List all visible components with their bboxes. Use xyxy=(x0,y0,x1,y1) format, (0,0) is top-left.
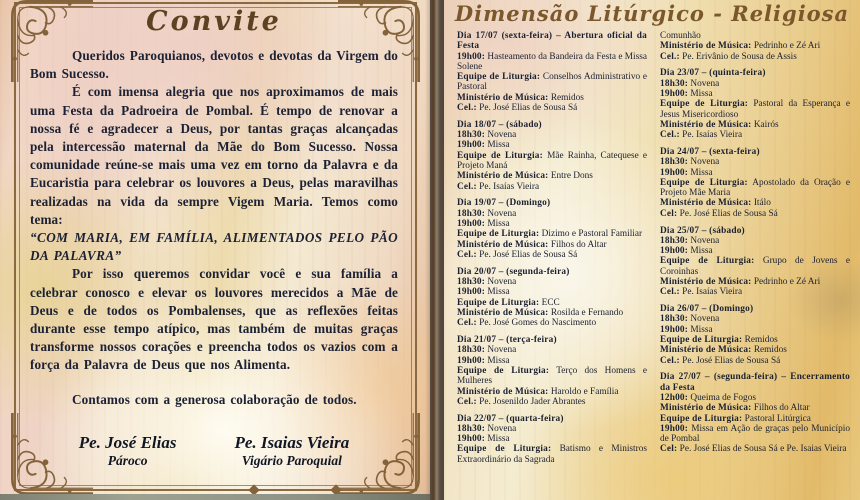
schedule-line: Cel: Pe. José Elias de Sousa Sá e Pe. Isaias Vieira xyxy=(660,444,847,455)
paragraph-greeting: Queridos Paroquianos, devotos e devotas da Virgem do Bom Sucesso. xyxy=(30,48,398,82)
schedule-line-label: Cel.: xyxy=(457,318,477,329)
schedule-line-label: Cel.: xyxy=(660,355,680,366)
schedule-entry-heading: Dia 18/07 – (sábado) xyxy=(457,119,542,130)
schedule-line-label: Cel: xyxy=(660,208,678,219)
schedule-line: Ministério de Música: Remidos xyxy=(660,345,787,356)
schedule-line: Ministério de Música: Pedrinho e Zé Ari xyxy=(660,41,821,52)
invitation-title: Convite xyxy=(146,6,282,37)
schedule-entry-heading: Dia 22/07 – (quarta-feira) xyxy=(457,413,564,424)
schedule-entry xyxy=(457,31,647,113)
schedule-line: Equipe de Liturgia: Mãe Rainha, Catequese e Projeto Maná xyxy=(457,150,648,172)
schedule-line-label: Ministério de Música: xyxy=(660,119,752,130)
schedule-entry xyxy=(457,198,647,260)
schedule-line: Cel: Pe. José Elias de Sousa Sá xyxy=(660,208,778,219)
schedule-line-label: Ministério de Música: xyxy=(660,198,752,209)
schedule-entry xyxy=(660,68,850,140)
schedule-line: Ministério de Música: Itálo xyxy=(660,198,771,209)
signature-paroco xyxy=(79,433,177,469)
schedule-line-label: 18h30: xyxy=(457,208,486,219)
schedule-line-label: 19h00: xyxy=(660,423,689,434)
schedule-line-label: Equipe de Liturgia: xyxy=(660,99,749,110)
schedule-column xyxy=(660,31,850,472)
schedule-line: Cel.: Pe. Isaías Vieira xyxy=(457,181,540,192)
schedule-line: 19h00: Missa xyxy=(660,167,713,178)
schedule-line: 18h30: Novena xyxy=(660,78,720,89)
schedule-line: Ministério de Música: Rosilda e Fernando xyxy=(457,307,624,318)
schedule-line-label: Equipe de Liturgia: xyxy=(457,72,541,83)
schedule-line-label: 12h00: xyxy=(660,393,689,403)
schedule-line-label: Equipe de Liturgia: xyxy=(660,256,755,267)
schedule-line: 19h00: Missa xyxy=(457,355,510,366)
schedule-line-label: Cel: xyxy=(660,444,678,455)
schedule-line-label: 18h30: xyxy=(457,345,486,356)
schedule-line-label: Ministério de Música: xyxy=(457,386,549,397)
signature-role: Pároco xyxy=(107,452,148,468)
schedule-line: 12h00: Queima de Fogos xyxy=(660,393,756,403)
schedule-line: Equipe de Liturgia: Pastoral da Esperança e Jesus Misericordioso xyxy=(660,99,850,120)
schedule-line-label: Ministério de Música: xyxy=(660,345,752,356)
schedule-line-label: Ministério de Música: xyxy=(660,277,752,288)
schedule-title: Dimensão Litúrgico - Religiosa xyxy=(454,1,850,26)
schedule-line-label: 19h00: xyxy=(660,324,689,335)
schedule-entry-heading: Dia 25/07 – (sábado) xyxy=(660,225,745,236)
schedule-line-label: 18h30: xyxy=(457,277,486,288)
schedule-line: 19h00: Missa xyxy=(660,246,713,257)
schedule-entry-heading: Dia 20/07 – (segunda-feira) xyxy=(457,266,570,277)
schedule-line: Ministério de Música: Remidos xyxy=(457,92,584,103)
schedule-line-label: Ministério de Música: xyxy=(660,403,752,414)
schedule-line-label: Cel.: xyxy=(457,249,477,260)
schedule-line-label: Equipe de Liturgia: xyxy=(457,150,543,161)
schedule-column xyxy=(457,31,647,472)
schedule-line: Equipe de Liturgia: ECC xyxy=(457,297,560,308)
schedule-entry xyxy=(457,267,647,329)
schedule-entry xyxy=(660,31,850,62)
schedule-line: 19h00: Missa xyxy=(660,88,713,99)
closing-line: Contamos com a generosa colaboração de todos. xyxy=(72,391,357,407)
schedule-line-label: Ministério de Música: xyxy=(457,239,549,250)
schedule-line-label: Ministério de Música: xyxy=(457,307,549,318)
signature-name: Pe. José Elias xyxy=(78,432,177,452)
schedule-line: 18h30: Novena xyxy=(457,130,517,141)
schedule-line: Cel.: Pe. Erivânio de Sousa de Assis xyxy=(660,51,797,62)
schedule-line: Ministério de Música: Kairós xyxy=(660,119,779,130)
schedule-line: Equipe de Liturgia: Batismo e Ministros Extraordinário da Sagrada xyxy=(457,444,647,465)
schedule-line: Cel.: Pe. Josenildo Jader Abrantes xyxy=(457,396,586,407)
scan-edge xyxy=(0,494,430,500)
schedule-line-label: 19h00: xyxy=(660,167,689,178)
schedule-line: 18h30: Novena xyxy=(660,157,720,168)
schedule-line: 19h00: Missa xyxy=(457,219,510,230)
invitation-content xyxy=(30,4,398,469)
schedule-line: Cel.: Pe. José Elias de Sousa Sá xyxy=(457,103,578,114)
schedule-line-label: 19h00: xyxy=(457,434,486,445)
schedule-line-label: 18h30: xyxy=(660,235,689,246)
schedule-entry-heading: Dia 17/07 (sexta-feira) – Abertura oficial da Festa xyxy=(457,31,647,52)
schedule-line: Equipe de Liturgia: Conselhos Administrativo e Pastoral xyxy=(457,72,647,93)
schedule-line: 18h30: Novena xyxy=(660,314,720,325)
schedule-entry xyxy=(457,120,647,192)
page-fold xyxy=(425,0,446,500)
schedule-line-label: Ministério de Música: xyxy=(457,171,549,182)
schedule-line: Ministério de Música: Pedrinho e Zé Ari xyxy=(660,277,821,288)
paragraph-intro: É com imensa alegria que nos aproximamos de mais uma Festa da Padroeira de Pombal. É tempo de renovar a nossa fé e agradecer a Deus, por tantas graças alcançadas pela intercessão maternal da Mãe do Bom Sucesso. Nossa comunidade reúne-se mais uma vez em torno da Palavra e da Eucaristia para celebrar os louvores a Deus, pelas maravilhas realizadas na vida da sempre Vigem Maria. Temos como tema: xyxy=(30,84,398,227)
signature-name: Pe. Isaias Vieira xyxy=(234,432,350,452)
schedule-line: 19h00: Missa xyxy=(457,287,510,298)
schedule-line-label: Cel.: xyxy=(660,130,680,141)
schedule-line-label: 18h30: xyxy=(660,314,689,325)
schedule-line-label: Ministério de Música: xyxy=(457,92,549,103)
schedule-entry-heading: Dia 23/07 – (quinta-feira) xyxy=(660,68,766,79)
schedule-line-label: Ministério de Música: xyxy=(660,41,752,52)
schedule-line: Equipe de Liturgia: Dizimo e Pastoral Familiar xyxy=(457,229,643,240)
schedule-entry-heading: Dia 21/07 – (terça-feira) xyxy=(457,335,557,346)
signature-role: Vigário Paroquial xyxy=(241,452,342,468)
schedule-line: Ministério de Música: Filhos do Altar xyxy=(660,403,810,414)
schedule-entry xyxy=(457,414,647,465)
theme-line: “COM MARIA, EM FAMÍLIA, ALIMENTADOS PELO PÃO DA PALAVRA” xyxy=(30,230,398,264)
schedule-entry xyxy=(660,226,850,298)
schedule-entry-heading: Dia 27/07 – (segunda-feira) – Encerramento da Festa xyxy=(660,372,850,393)
schedule-line: 19h00: Missa em Ação de graças pelo Município de Pombal xyxy=(660,423,850,445)
schedule-line: Equipe de Liturgia: Apostolado da Oração e Projeto Mãe Maria xyxy=(660,177,850,199)
schedule-line-label: 19h00: xyxy=(457,51,486,62)
schedule-line-label: 19h00: xyxy=(660,246,689,257)
paragraph-invite: Por isso queremos convidar você e sua família a celebrar conosco e elevar os louvores merecidos a Mãe de Deus e de todos os Pombalenses, que as reflexões feitas durante esse tempo atípico, mas também de muitas graças transforme nossos corações e preencha todos os vazios com a força da Palavra de Deus que nos Alimenta. xyxy=(30,266,398,373)
schedule-line: Cel.: Pe. José Elias de Sousa Sá xyxy=(660,355,781,366)
schedule-line: 18h30: Novena xyxy=(457,423,517,434)
schedule-line-label: 18h30: xyxy=(660,78,689,89)
schedule-line: Equipe de Liturgia: Remidos xyxy=(660,335,778,346)
schedule-line: Cel.: Pe. José Gomes do Nascimento xyxy=(457,318,597,329)
schedule-line-label: Equipe de Liturgia: xyxy=(457,229,540,240)
schedule-line: 18h30: Novena xyxy=(457,208,517,219)
schedule-entry-heading: Dia 19/07 – (Domingo) xyxy=(457,198,551,209)
schedule-line: 18h30: Novena xyxy=(457,345,517,356)
schedule-line-label: Cel.: xyxy=(457,181,477,192)
schedule-line-label: 18h30: xyxy=(457,130,486,141)
schedule-line: Equipe de Liturgia: Pastoral Litúrgica xyxy=(660,413,811,424)
schedule-columns xyxy=(444,31,860,472)
schedule-line-label: Equipe de Liturgia: xyxy=(660,413,743,424)
schedule-line-label: Cel.: xyxy=(660,287,680,298)
schedule-line-label: Equipe de Liturgia: xyxy=(660,177,748,188)
schedule-line: Ministério de Música: Entre Dons xyxy=(457,171,593,182)
schedule-line-label: Cel.: xyxy=(457,396,477,407)
schedule-line-label: 18h30: xyxy=(457,423,486,434)
schedule-line: 19h00: Hasteamento da Bandeira da Festa e Missa Solene xyxy=(457,51,648,72)
schedule-line: Cel.: Pe. José Elias de Sousa Sá xyxy=(457,249,578,260)
schedule-entry xyxy=(660,147,850,219)
schedule-line: 19h00: Missa xyxy=(457,434,510,445)
schedule-line: 18h30: Novena xyxy=(660,235,720,246)
schedule-line: Equipe de Liturgia: Terço dos Homens e Mulheres xyxy=(457,365,648,387)
schedule-line-label: Cel.: xyxy=(660,51,680,62)
schedule-line: Ministério de Música: Haroldo e Família xyxy=(457,386,619,397)
schedule-line-label: 19h00: xyxy=(457,219,486,230)
schedule-line-label: 19h00: xyxy=(457,355,486,366)
schedule-line-label: Cel.: xyxy=(457,103,477,114)
schedule-line: Cel.: Pe. Isaías Vieira xyxy=(660,287,743,298)
schedule-page xyxy=(444,0,860,500)
schedule-line: 18h30: Novena xyxy=(457,277,517,288)
schedule-entry xyxy=(660,304,850,366)
signatures xyxy=(30,433,398,469)
schedule-line-label: 19h00: xyxy=(660,88,689,99)
schedule-line-label: Equipe de Liturgia: xyxy=(457,444,552,455)
schedule-line: Ministério de Música: Filhos do Altar xyxy=(457,239,607,250)
schedule-entry-heading: Dia 26/07 – (Domingo) xyxy=(660,304,754,315)
schedule-line: Cel.: Pe. Isaías Vieira xyxy=(660,130,743,141)
schedule-line: Comunhão xyxy=(660,31,701,41)
schedule-line-label: Equipe de Liturgia: xyxy=(660,335,743,346)
signature-vigario xyxy=(234,433,349,469)
schedule-entry-heading: Dia 24/07 – (sexta-feira) xyxy=(660,146,760,157)
schedule-line: Equipe de Liturgia: Grupo de Jovens e Coroinhas xyxy=(660,256,851,277)
schedule-entry xyxy=(660,372,850,454)
schedule-line-label: 19h00: xyxy=(457,287,486,298)
schedule-line: 19h00: Missa xyxy=(457,140,510,151)
schedule-entry xyxy=(457,335,647,407)
schedule-line-label: 18h30: xyxy=(660,157,689,168)
schedule-line-label: Equipe de Liturgia: xyxy=(457,297,540,308)
schedule-line-label: Equipe de Liturgia: xyxy=(457,365,550,376)
schedule-line: 19h00: Missa xyxy=(660,324,713,335)
schedule-line-label: 19h00: xyxy=(457,140,486,151)
